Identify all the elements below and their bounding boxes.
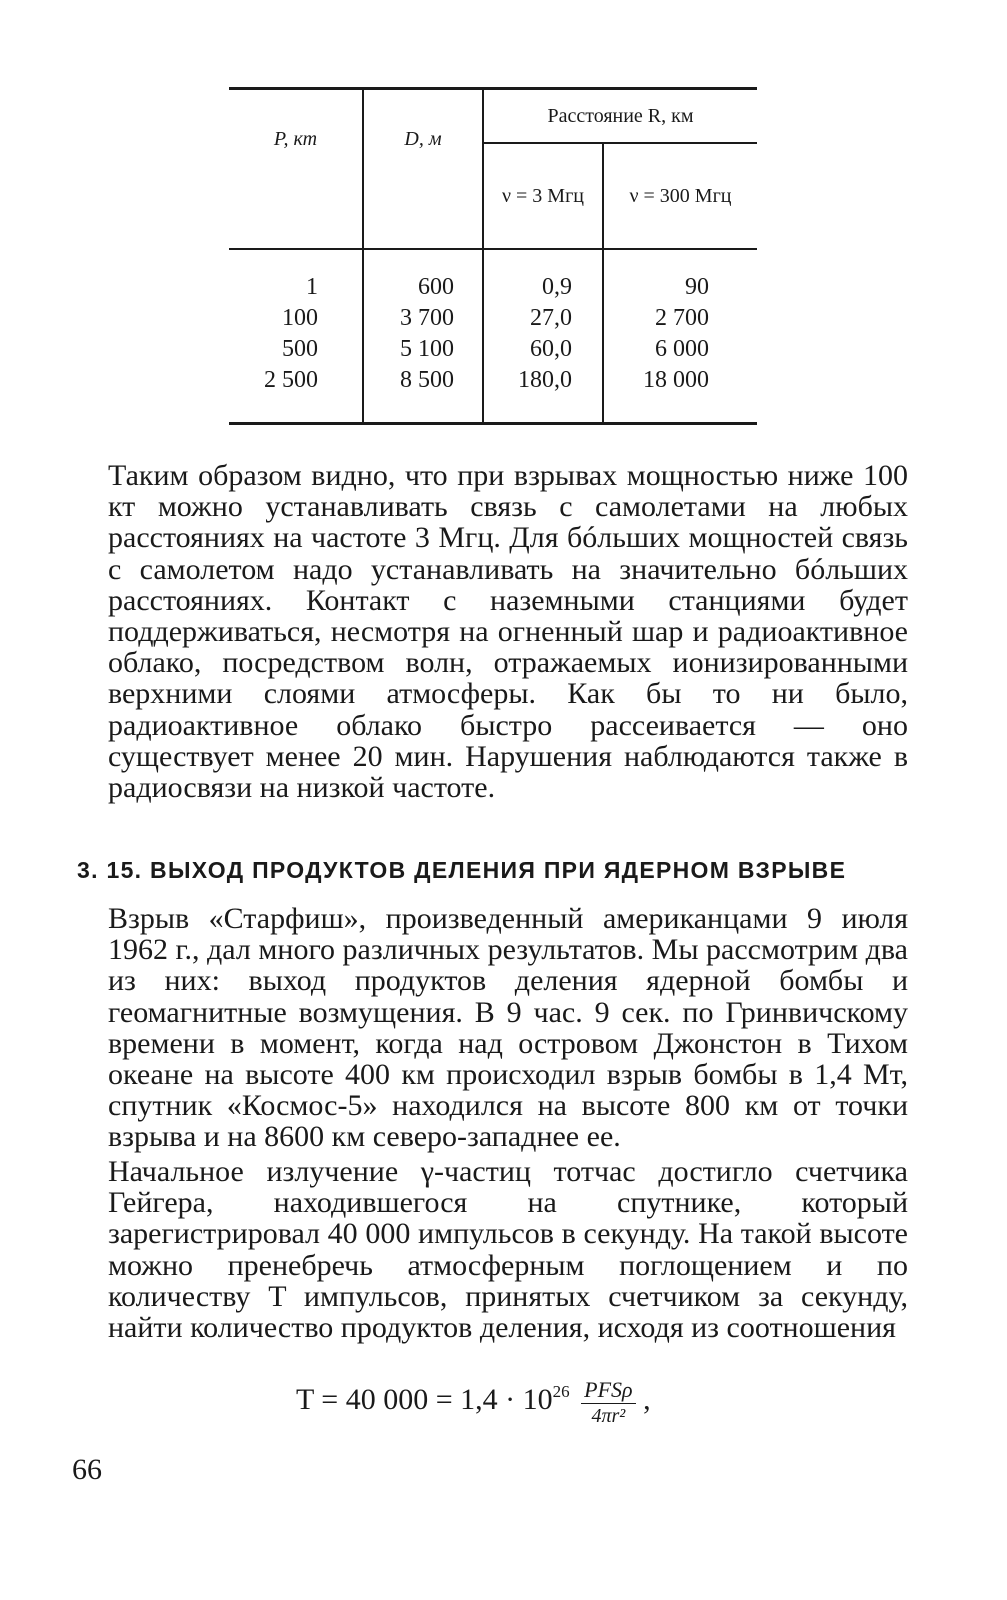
column-header-diameter: D, м <box>363 90 483 248</box>
table-cell: 100 <box>282 305 318 331</box>
table-cell: 600 <box>363 249 483 303</box>
table-cell: 3 700 <box>363 303 483 334</box>
table-cell: 2 700 <box>603 303 757 334</box>
table-cell: 6 000 <box>603 334 757 365</box>
formula <box>296 1372 651 1428</box>
formula-exponent: 26 <box>552 1382 570 1401</box>
paragraph-starfish: Взрыв «Старфиш», произведенный американцами 9 июля 1962 г., дал много различных результатов. Мы рассмотрим два из них: выход продуктов деления ядерной бомбы и геомагнитные возмущения. В 9 час. 9 сек. по Гринвичскому времени в момент, когда над островом Джонстон в Тихом океане на высоте 400 км происходил взрыв бомбы в 1,4 Мт, спутник «Космос-5» находился на высоте 800 км от точки взрыва и на 8600 км северо-западнее ее. <box>108 902 908 1154</box>
column-header-300mhz: ν = 300 Мгц <box>603 143 757 248</box>
table-cell: 2 500 <box>264 367 318 393</box>
column-group-distance: Расстояние R, км <box>483 90 757 143</box>
table-row <box>229 334 757 365</box>
formula-lhs: T = 40 000 = 1,4 · 10 <box>296 1383 553 1416</box>
table-cell: 500 <box>282 336 318 362</box>
table-cell: 60,0 <box>483 334 603 365</box>
table-cell: 90 <box>603 249 757 303</box>
data-table <box>229 87 757 425</box>
page-number: 66 <box>72 1453 102 1486</box>
table-row <box>229 249 757 303</box>
table-cell: 27,0 <box>483 303 603 334</box>
table-cell: 0,9 <box>483 249 603 303</box>
paragraph-conclusion: Таким образом видно, что при взрывах мощностью ниже 100 кт можно устанавливать связь с самолетами на любых расстояниях на частоте 3 Мгц. Для бóльших мощностей связь с самолетом надо устанавливать на значительно бóльших расстояниях. Контакт с наземными станциями будет поддерживаться, несмотря на огненный шар и радиоактивное облако, посредством волн, отражаемых ионизированными верхними слоями атмосферы. Как бы то ни было, радиоактивное облако быстро рассеивается — оно существует менее 20 мин. Нарушения наблюдаются также в радиосвязи на низкой частоте. <box>108 459 908 805</box>
table-cell: 8 500 <box>363 365 483 424</box>
table-row <box>229 365 757 424</box>
formula-denominator: 4πr² <box>591 1404 626 1427</box>
paragraph-geiger: Начальное излучение γ-частиц тотчас достигло счетчика Гейгера, находившегося на спутнике, который зарегистрировал 40 000 импульсов в секунду. На такой высоте можно пренебречь атмосферным поглощением и по количеству T импульсов, принятых счетчиком за секунду, найти количество продуктов деления, исходя из соотношения <box>108 1155 908 1345</box>
formula-fraction <box>581 1377 635 1428</box>
table-cell: 18 000 <box>603 365 757 424</box>
table-cell: 180,0 <box>483 365 603 424</box>
table-cell: 5 100 <box>363 334 483 365</box>
formula-tail: , <box>643 1383 651 1416</box>
column-header-power: P, кт <box>273 128 318 150</box>
table-row <box>229 303 757 334</box>
section-heading: 3. 15. ВЫХОД ПРОДУКТОВ ДЕЛЕНИЯ ПРИ ЯДЕРНОМ ВЗРЫВЕ <box>77 857 847 883</box>
column-header-3mhz: ν = 3 Мгц <box>483 143 603 248</box>
table-cell: 1 <box>306 274 318 300</box>
formula-numerator: PFSρ <box>581 1377 635 1404</box>
